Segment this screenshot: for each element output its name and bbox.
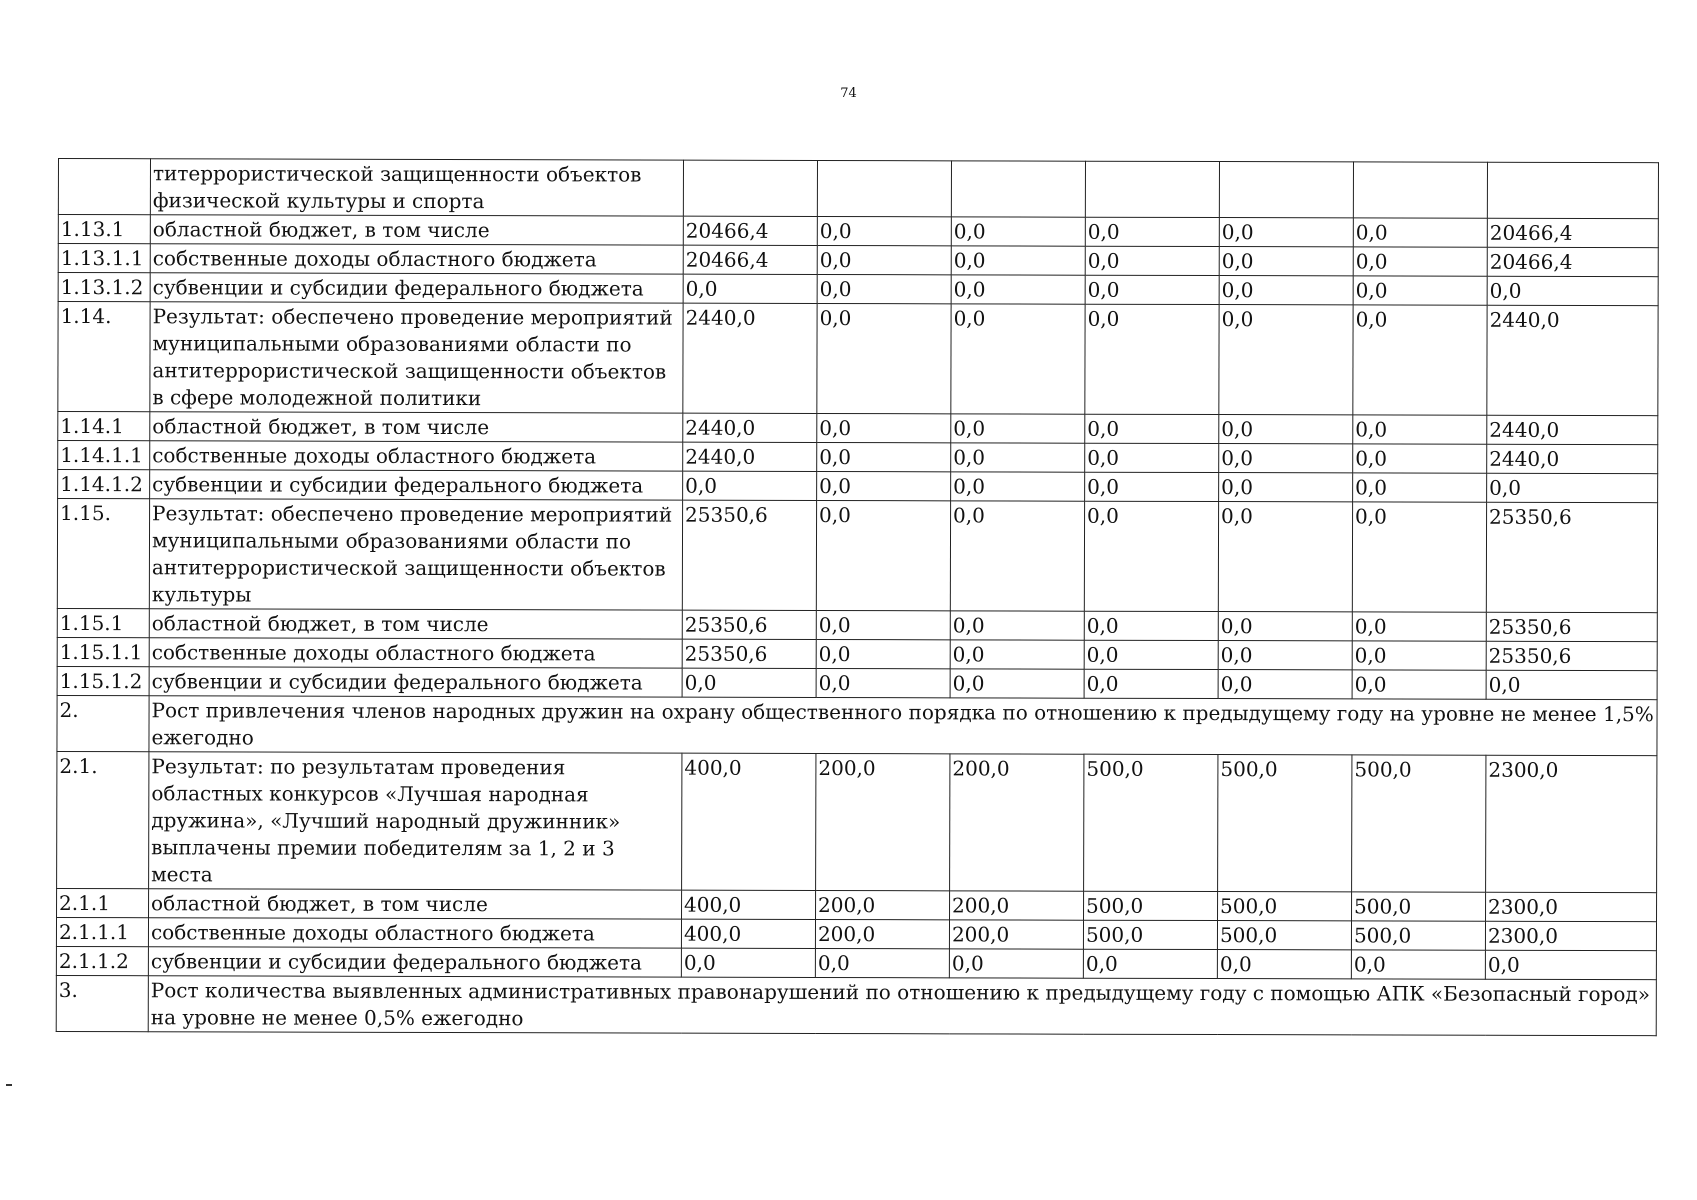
total-cell: 25350,6 bbox=[1486, 502, 1657, 612]
value-cell: 20466,4 bbox=[683, 216, 817, 245]
row-number-cell: 1.13.1.2 bbox=[58, 273, 150, 302]
value-cell: 0,0 bbox=[1085, 472, 1219, 501]
total-cell: 25350,6 bbox=[1486, 612, 1657, 641]
value-cell bbox=[951, 161, 1085, 217]
value-cell bbox=[683, 160, 817, 216]
value-cell: 0,0 bbox=[950, 669, 1084, 698]
row-text-cell: субвенции и субсидии федерального бюджета bbox=[149, 667, 682, 697]
value-cell: 200,0 bbox=[950, 754, 1084, 891]
value-cell: 500,0 bbox=[1218, 892, 1352, 921]
budget-table-body bbox=[56, 159, 1658, 1036]
value-cell: 0,0 bbox=[1219, 218, 1353, 247]
value-cell: 0,0 bbox=[816, 639, 950, 668]
value-cell: 0,0 bbox=[1085, 414, 1219, 443]
value-cell bbox=[1219, 162, 1353, 218]
value-cell: 0,0 bbox=[1219, 276, 1353, 305]
value-cell: 500,0 bbox=[1352, 892, 1486, 921]
row-text-cell: субвенции и субсидии федерального бюджета bbox=[150, 273, 683, 303]
row-text-cell: Результат: обеспечено проведение мероприятий муниципальными образованиями области по антитеррористической защищенности объектов культуры bbox=[149, 499, 682, 610]
table-row bbox=[58, 470, 1658, 503]
table-row bbox=[57, 666, 1657, 699]
value-cell: 0,0 bbox=[1352, 670, 1486, 699]
table-row bbox=[58, 412, 1658, 445]
value-cell: 2440,0 bbox=[683, 303, 817, 413]
row-number-cell: 1.13.1 bbox=[58, 215, 150, 244]
value-cell: 0,0 bbox=[1218, 612, 1352, 641]
table-row bbox=[58, 302, 1658, 416]
row-number-cell: 1.14.1.1 bbox=[58, 441, 150, 470]
value-cell: 0,0 bbox=[1352, 502, 1486, 612]
row-number-cell: 2.1. bbox=[57, 751, 149, 888]
value-cell: 0,0 bbox=[1353, 473, 1487, 502]
value-cell: 0,0 bbox=[950, 611, 1084, 640]
row-text-cell: областной бюджет, в том числе bbox=[149, 609, 682, 639]
budget-table bbox=[56, 158, 1659, 1036]
value-cell bbox=[1085, 161, 1219, 217]
row-number-cell bbox=[58, 159, 150, 215]
value-cell: 0,0 bbox=[1084, 501, 1218, 611]
total-cell: 2300,0 bbox=[1486, 892, 1657, 921]
value-cell: 0,0 bbox=[1352, 612, 1486, 641]
value-cell: 0,0 bbox=[950, 640, 1084, 669]
total-cell: 0,0 bbox=[1486, 670, 1657, 699]
row-number-cell: 2.1.1.1 bbox=[56, 917, 148, 946]
value-cell: 0,0 bbox=[817, 245, 951, 274]
value-cell: 0,0 bbox=[1352, 641, 1486, 670]
value-cell: 0,0 bbox=[1219, 305, 1353, 415]
table-row bbox=[56, 917, 1656, 950]
value-cell: 0,0 bbox=[951, 414, 1085, 443]
value-cell: 500,0 bbox=[1083, 920, 1217, 949]
row-text-cell: собственные доходы областного бюджета bbox=[149, 638, 682, 668]
value-cell: 0,0 bbox=[816, 668, 950, 697]
value-cell: 2440,0 bbox=[683, 413, 817, 442]
row-text-cell: собственные доходы областного бюджета bbox=[148, 918, 681, 948]
total-cell: 20466,4 bbox=[1487, 218, 1658, 247]
value-cell: 0,0 bbox=[1219, 444, 1353, 473]
value-cell: 0,0 bbox=[949, 949, 1083, 978]
value-cell: 0,0 bbox=[1353, 415, 1487, 444]
value-cell: 0,0 bbox=[1353, 444, 1487, 473]
value-cell: 400,0 bbox=[682, 753, 816, 890]
value-cell: 0,0 bbox=[1353, 305, 1487, 415]
row-number-cell: 1.14.1.2 bbox=[58, 470, 150, 499]
value-cell: 25350,6 bbox=[682, 610, 816, 639]
value-cell: 0,0 bbox=[1085, 275, 1219, 304]
section-number-cell: 2. bbox=[57, 695, 149, 751]
row-number-cell: 2.1.1 bbox=[57, 888, 149, 917]
value-cell: 0,0 bbox=[817, 274, 951, 303]
row-text-cell: областной бюджет, в том числе bbox=[150, 412, 683, 442]
row-number-cell: 1.14. bbox=[58, 302, 150, 412]
row-text-cell: Результат: по результатам проведения областных конкурсов «Лучшая народная дружина», «Лучший народный дружинник» выплачены премии победителям за 1, 2 и 3 места bbox=[149, 752, 682, 890]
table-row bbox=[56, 946, 1656, 979]
value-cell: 0,0 bbox=[1084, 611, 1218, 640]
value-cell: 0,0 bbox=[817, 471, 951, 500]
value-cell: 0,0 bbox=[816, 610, 950, 639]
value-cell: 0,0 bbox=[1219, 415, 1353, 444]
row-text-cell: собственные доходы областного бюджета bbox=[150, 244, 683, 274]
value-cell: 0,0 bbox=[1085, 443, 1219, 472]
value-cell: 0,0 bbox=[816, 500, 950, 610]
total-cell: 2440,0 bbox=[1487, 444, 1658, 473]
value-cell: 0,0 bbox=[951, 217, 1085, 246]
value-cell: 0,0 bbox=[815, 948, 949, 977]
value-cell: 0,0 bbox=[1353, 276, 1487, 305]
value-cell: 0,0 bbox=[1218, 670, 1352, 699]
value-cell: 0,0 bbox=[951, 443, 1085, 472]
value-cell: 200,0 bbox=[816, 753, 950, 890]
table-row-continuation bbox=[58, 159, 1658, 219]
value-cell: 400,0 bbox=[681, 919, 815, 948]
section-text-cell: Рост привлечения членов народных дружин на охрану общественного порядка по отношению к предыдущему году на уровне не менее 1,5% ежегодно bbox=[149, 696, 1657, 756]
value-cell: 0,0 bbox=[683, 471, 817, 500]
value-cell: 0,0 bbox=[950, 501, 1084, 611]
table-row bbox=[58, 273, 1658, 306]
row-number-cell: 2.1.1.2 bbox=[56, 946, 148, 975]
value-cell: 500,0 bbox=[1218, 755, 1352, 892]
table-row bbox=[57, 888, 1657, 921]
table-row bbox=[57, 499, 1657, 613]
value-cell: 0,0 bbox=[1083, 949, 1217, 978]
value-cell: 500,0 bbox=[1351, 921, 1485, 950]
value-cell: 0,0 bbox=[817, 413, 951, 442]
value-cell: 200,0 bbox=[949, 920, 1083, 949]
total-cell: 0,0 bbox=[1487, 473, 1658, 502]
value-cell: 200,0 bbox=[950, 891, 1084, 920]
value-cell: 500,0 bbox=[1217, 921, 1351, 950]
value-cell: 25350,6 bbox=[682, 639, 816, 668]
value-cell: 400,0 bbox=[682, 890, 816, 919]
value-cell: 0,0 bbox=[1351, 950, 1485, 979]
table-row bbox=[58, 215, 1658, 248]
section-row bbox=[57, 695, 1657, 755]
row-text-cell: субвенции и субсидии федерального бюджета bbox=[148, 947, 681, 977]
value-cell bbox=[817, 160, 951, 216]
value-cell: 0,0 bbox=[1217, 950, 1351, 979]
row-text-cell: Результат: обеспечено проведение мероприятий муниципальными образованиями области по антитеррористической защищенности объектов в сфере молодежной политики bbox=[150, 302, 683, 413]
value-cell: 0,0 bbox=[1085, 246, 1219, 275]
row-number-cell: 1.15.1 bbox=[57, 608, 149, 637]
table-row bbox=[58, 441, 1658, 474]
total-cell: 2300,0 bbox=[1485, 921, 1656, 950]
value-cell: 0,0 bbox=[1084, 669, 1218, 698]
value-cell: 0,0 bbox=[682, 668, 816, 697]
row-text-cell: субвенции и субсидии федерального бюджета bbox=[150, 470, 683, 500]
value-cell: 0,0 bbox=[1084, 640, 1218, 669]
value-cell: 0,0 bbox=[1353, 218, 1487, 247]
row-number-cell: 1.14.1 bbox=[58, 412, 150, 441]
value-cell: 0,0 bbox=[951, 246, 1085, 275]
value-cell: 0,0 bbox=[951, 472, 1085, 501]
total-cell: 2440,0 bbox=[1487, 415, 1658, 444]
section-text-cell: Рост количества выявленных административных правонарушений по отношению к предыдущему году с помощью АПК «Безопасный город» на уровне не менее 0,5% ежегодно bbox=[148, 976, 1656, 1036]
table-row bbox=[58, 244, 1658, 277]
row-number-cell: 1.15.1.2 bbox=[57, 666, 149, 695]
value-cell: 0,0 bbox=[1218, 502, 1352, 612]
total-cell: 0,0 bbox=[1487, 276, 1658, 305]
row-text-cell: областной бюджет, в том числе bbox=[149, 889, 682, 919]
total-cell: 2440,0 bbox=[1487, 305, 1658, 415]
row-text-cell: собственные доходы областного бюджета bbox=[150, 441, 683, 471]
value-cell: 0,0 bbox=[683, 274, 817, 303]
value-cell: 0,0 bbox=[951, 304, 1085, 414]
table-row bbox=[57, 608, 1657, 641]
total-cell: 0,0 bbox=[1485, 950, 1656, 979]
scan-mark bbox=[6, 1084, 12, 1086]
value-cell: 200,0 bbox=[815, 919, 949, 948]
total-cell: 2300,0 bbox=[1486, 755, 1657, 892]
row-number-cell: 1.13.1.1 bbox=[58, 244, 150, 273]
total-cell: 20466,4 bbox=[1487, 247, 1658, 276]
value-cell: 200,0 bbox=[816, 890, 950, 919]
value-cell: 0,0 bbox=[1353, 247, 1487, 276]
value-cell: 500,0 bbox=[1084, 754, 1218, 891]
value-cell: 0,0 bbox=[1085, 304, 1219, 414]
value-cell bbox=[1487, 162, 1658, 218]
value-cell: 2440,0 bbox=[683, 442, 817, 471]
value-cell: 500,0 bbox=[1352, 755, 1486, 892]
section-number-cell: 3. bbox=[56, 975, 148, 1031]
value-cell: 25350,6 bbox=[682, 500, 816, 610]
value-cell: 0,0 bbox=[1218, 641, 1352, 670]
value-cell: 0,0 bbox=[817, 216, 951, 245]
value-cell: 0,0 bbox=[681, 948, 815, 977]
table-row bbox=[57, 751, 1657, 892]
row-text-cell: областной бюджет, в том числе bbox=[150, 215, 683, 245]
row-number-cell: 1.15.1.1 bbox=[57, 637, 149, 666]
value-cell: 0,0 bbox=[951, 275, 1085, 304]
row-number-cell: 1.15. bbox=[57, 499, 149, 609]
total-cell: 25350,6 bbox=[1486, 641, 1657, 670]
row-text-cell: титеррористической защищенности объектов физической культуры и спорта bbox=[150, 159, 683, 216]
value-cell: 500,0 bbox=[1084, 891, 1218, 920]
value-cell: 0,0 bbox=[817, 303, 951, 413]
value-cell: 0,0 bbox=[1219, 247, 1353, 276]
value-cell bbox=[1353, 162, 1487, 218]
value-cell: 20466,4 bbox=[683, 245, 817, 274]
section-row bbox=[56, 975, 1656, 1035]
page-number: 74 bbox=[840, 86, 857, 101]
value-cell: 0,0 bbox=[817, 442, 951, 471]
value-cell: 0,0 bbox=[1219, 473, 1353, 502]
table-row bbox=[57, 637, 1657, 670]
value-cell: 0,0 bbox=[1085, 217, 1219, 246]
